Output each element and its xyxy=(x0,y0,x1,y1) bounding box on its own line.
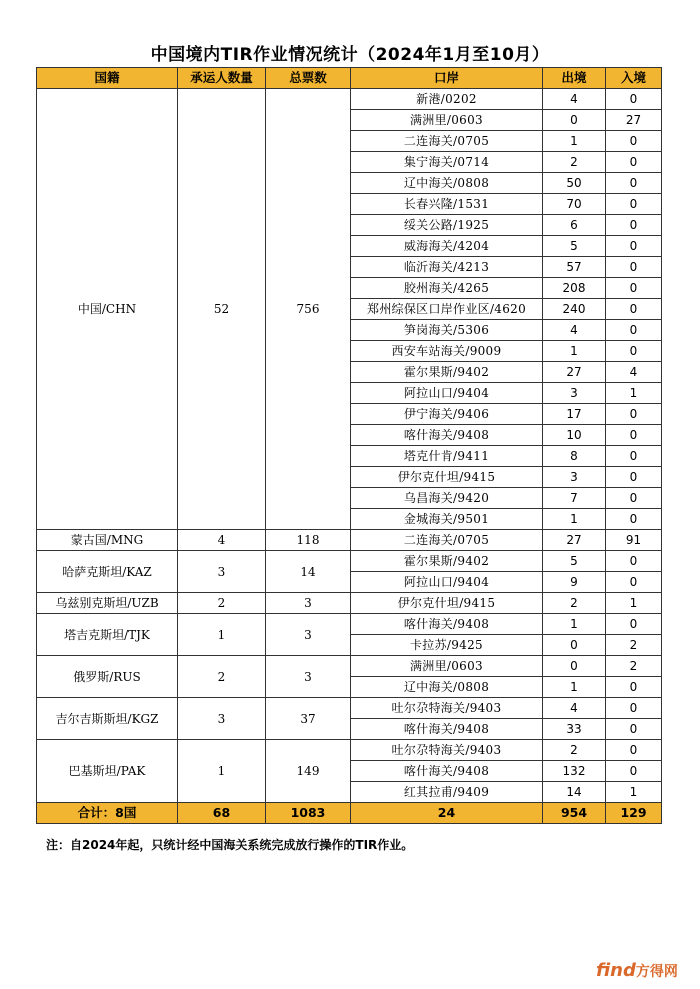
exit-count-cell: 2 xyxy=(543,593,606,614)
total-tickets: 1083 xyxy=(266,803,351,824)
country-cell: 中国/CHN xyxy=(37,89,178,530)
port-cell: 笋岗海关/5306 xyxy=(351,320,543,341)
entry-count-cell: 1 xyxy=(606,593,662,614)
entry-count-cell: 0 xyxy=(606,677,662,698)
tir-statistics-table xyxy=(36,67,662,824)
port-cell: 吐尔尕特海关/9403 xyxy=(351,740,543,761)
exit-count-cell: 33 xyxy=(543,719,606,740)
entry-count-cell: 0 xyxy=(606,761,662,782)
exit-count-cell: 70 xyxy=(543,194,606,215)
exit-count-cell: 17 xyxy=(543,404,606,425)
entry-count-cell: 0 xyxy=(606,194,662,215)
entry-count-cell: 27 xyxy=(606,110,662,131)
total-row xyxy=(37,803,662,824)
port-cell: 辽中海关/0808 xyxy=(351,173,543,194)
entry-count-cell: 0 xyxy=(606,89,662,110)
entry-count-cell: 1 xyxy=(606,383,662,404)
header-entry: 入境 xyxy=(606,68,662,89)
carrier-count-cell: 2 xyxy=(178,593,266,614)
exit-count-cell: 0 xyxy=(543,656,606,677)
entry-count-cell: 0 xyxy=(606,320,662,341)
entry-count-cell: 0 xyxy=(606,614,662,635)
exit-count-cell: 50 xyxy=(543,173,606,194)
port-cell: 霍尔果斯/9402 xyxy=(351,551,543,572)
entry-count-cell: 1 xyxy=(606,782,662,803)
exit-count-cell: 10 xyxy=(543,425,606,446)
page-title: 中国境内TIR作业情况统计（2024年1月至10月） xyxy=(150,45,550,65)
entry-count-cell: 0 xyxy=(606,341,662,362)
ticket-count-cell: 118 xyxy=(266,530,351,551)
port-cell: 伊尔克什坦/9415 xyxy=(351,467,543,488)
entry-count-cell: 0 xyxy=(606,488,662,509)
table-row xyxy=(37,740,662,761)
total-entry: 129 xyxy=(606,803,662,824)
port-cell: 西安车站海关/9009 xyxy=(351,341,543,362)
ticket-count-cell: 3 xyxy=(266,614,351,656)
country-cell: 塔吉克斯坦/TJK xyxy=(37,614,178,656)
exit-count-cell: 1 xyxy=(543,341,606,362)
exit-count-cell: 5 xyxy=(543,551,606,572)
ticket-count-cell: 37 xyxy=(266,698,351,740)
country-cell: 哈萨克斯坦/KAZ xyxy=(37,551,178,593)
port-cell: 金城海关/9501 xyxy=(351,509,543,530)
exit-count-cell: 0 xyxy=(543,635,606,656)
port-cell: 喀什海关/9408 xyxy=(351,719,543,740)
carrier-count-cell: 1 xyxy=(178,740,266,803)
ticket-count-cell: 3 xyxy=(266,593,351,614)
ticket-count-cell: 14 xyxy=(266,551,351,593)
table-header-row xyxy=(37,68,662,89)
port-cell: 长春兴隆/1531 xyxy=(351,194,543,215)
entry-count-cell: 0 xyxy=(606,425,662,446)
exit-count-cell: 3 xyxy=(543,467,606,488)
port-cell: 阿拉山口/9404 xyxy=(351,572,543,593)
port-cell: 喀什海关/9408 xyxy=(351,425,543,446)
exit-count-cell: 9 xyxy=(543,572,606,593)
entry-count-cell: 2 xyxy=(606,635,662,656)
exit-count-cell: 4 xyxy=(543,89,606,110)
country-cell: 吉尔吉斯斯坦/KGZ xyxy=(37,698,178,740)
ticket-count-cell: 3 xyxy=(266,656,351,698)
exit-count-cell: 4 xyxy=(543,320,606,341)
exit-count-cell: 4 xyxy=(543,698,606,719)
exit-count-cell: 1 xyxy=(543,614,606,635)
total-carriers: 68 xyxy=(178,803,266,824)
exit-count-cell: 27 xyxy=(543,530,606,551)
entry-count-cell: 0 xyxy=(606,509,662,530)
entry-count-cell: 2 xyxy=(606,656,662,677)
entry-count-cell: 0 xyxy=(606,257,662,278)
exit-count-cell: 27 xyxy=(543,362,606,383)
port-cell: 吐尔尕特海关/9403 xyxy=(351,698,543,719)
entry-count-cell: 0 xyxy=(606,551,662,572)
table-body xyxy=(37,89,662,803)
carrier-count-cell: 2 xyxy=(178,656,266,698)
table-row xyxy=(37,698,662,719)
site-watermark-logo xyxy=(596,960,678,981)
port-cell: 满洲里/0603 xyxy=(351,110,543,131)
exit-count-cell: 132 xyxy=(543,761,606,782)
carrier-count-cell: 4 xyxy=(178,530,266,551)
port-cell: 阿拉山口/9404 xyxy=(351,383,543,404)
exit-count-cell: 7 xyxy=(543,488,606,509)
carrier-count-cell: 3 xyxy=(178,698,266,740)
total-ports: 24 xyxy=(351,803,543,824)
port-cell: 新港/0202 xyxy=(351,89,543,110)
entry-count-cell: 0 xyxy=(606,446,662,467)
exit-count-cell: 240 xyxy=(543,299,606,320)
entry-count-cell: 4 xyxy=(606,362,662,383)
port-cell: 绥关公路/1925 xyxy=(351,215,543,236)
entry-count-cell: 0 xyxy=(606,131,662,152)
carrier-count-cell: 3 xyxy=(178,551,266,593)
table-row xyxy=(37,656,662,677)
entry-count-cell: 0 xyxy=(606,740,662,761)
port-cell: 喀什海关/9408 xyxy=(351,614,543,635)
exit-count-cell: 2 xyxy=(543,740,606,761)
exit-count-cell: 3 xyxy=(543,383,606,404)
port-cell: 二连海关/0705 xyxy=(351,131,543,152)
entry-count-cell: 0 xyxy=(606,299,662,320)
exit-count-cell: 1 xyxy=(543,677,606,698)
entry-count-cell: 91 xyxy=(606,530,662,551)
total-exit: 954 xyxy=(543,803,606,824)
entry-count-cell: 0 xyxy=(606,467,662,488)
port-cell: 霍尔果斯/9402 xyxy=(351,362,543,383)
exit-count-cell: 2 xyxy=(543,152,606,173)
port-cell: 红其拉甫/9409 xyxy=(351,782,543,803)
entry-count-cell: 0 xyxy=(606,719,662,740)
entry-count-cell: 0 xyxy=(606,572,662,593)
entry-count-cell: 0 xyxy=(606,215,662,236)
header-carriers: 承运人数量 xyxy=(178,68,266,89)
table-row xyxy=(37,551,662,572)
exit-count-cell: 0 xyxy=(543,110,606,131)
entry-count-cell: 0 xyxy=(606,152,662,173)
carrier-count-cell: 52 xyxy=(178,89,266,530)
watermark-cn: 方得网 xyxy=(635,964,678,980)
port-cell: 满洲里/0603 xyxy=(351,656,543,677)
ticket-count-cell: 756 xyxy=(266,89,351,530)
ticket-count-cell: 149 xyxy=(266,740,351,803)
port-cell: 二连海关/0705 xyxy=(351,530,543,551)
exit-count-cell: 6 xyxy=(543,215,606,236)
table-row xyxy=(37,89,662,110)
entry-count-cell: 0 xyxy=(606,698,662,719)
table-row xyxy=(37,614,662,635)
country-cell: 巴基斯坦/PAK xyxy=(37,740,178,803)
port-cell: 辽中海关/0808 xyxy=(351,677,543,698)
country-cell: 乌兹别克斯坦/UZB xyxy=(37,593,178,614)
watermark-brand: find xyxy=(596,960,636,981)
port-cell: 喀什海关/9408 xyxy=(351,761,543,782)
port-cell: 胶州海关/4265 xyxy=(351,278,543,299)
port-cell: 威海海关/4204 xyxy=(351,236,543,257)
port-cell: 伊宁海关/9406 xyxy=(351,404,543,425)
header-port: 口岸 xyxy=(351,68,543,89)
exit-count-cell: 57 xyxy=(543,257,606,278)
table-row xyxy=(37,530,662,551)
port-cell: 卡拉苏/9425 xyxy=(351,635,543,656)
footnote: 注：自2024年起，只统计经中国海关系统完成放行操作的TIR作业。 xyxy=(46,838,414,852)
table-row xyxy=(37,593,662,614)
header-tickets: 总票数 xyxy=(266,68,351,89)
port-cell: 临沂海关/4213 xyxy=(351,257,543,278)
exit-count-cell: 8 xyxy=(543,446,606,467)
total-label: 合计：8国 xyxy=(37,803,178,824)
header-exit: 出境 xyxy=(543,68,606,89)
exit-count-cell: 14 xyxy=(543,782,606,803)
port-cell: 郑州综保区口岸作业区/4620 xyxy=(351,299,543,320)
port-cell: 集宁海关/0714 xyxy=(351,152,543,173)
entry-count-cell: 0 xyxy=(606,404,662,425)
country-cell: 蒙古国/MNG xyxy=(37,530,178,551)
exit-count-cell: 1 xyxy=(543,509,606,530)
port-cell: 塔克什肯/9411 xyxy=(351,446,543,467)
port-cell: 乌昌海关/9420 xyxy=(351,488,543,509)
exit-count-cell: 208 xyxy=(543,278,606,299)
exit-count-cell: 5 xyxy=(543,236,606,257)
exit-count-cell: 1 xyxy=(543,131,606,152)
entry-count-cell: 0 xyxy=(606,173,662,194)
header-country: 国籍 xyxy=(37,68,178,89)
port-cell: 伊尔克什坦/9415 xyxy=(351,593,543,614)
entry-count-cell: 0 xyxy=(606,236,662,257)
entry-count-cell: 0 xyxy=(606,278,662,299)
country-cell: 俄罗斯/RUS xyxy=(37,656,178,698)
carrier-count-cell: 1 xyxy=(178,614,266,656)
